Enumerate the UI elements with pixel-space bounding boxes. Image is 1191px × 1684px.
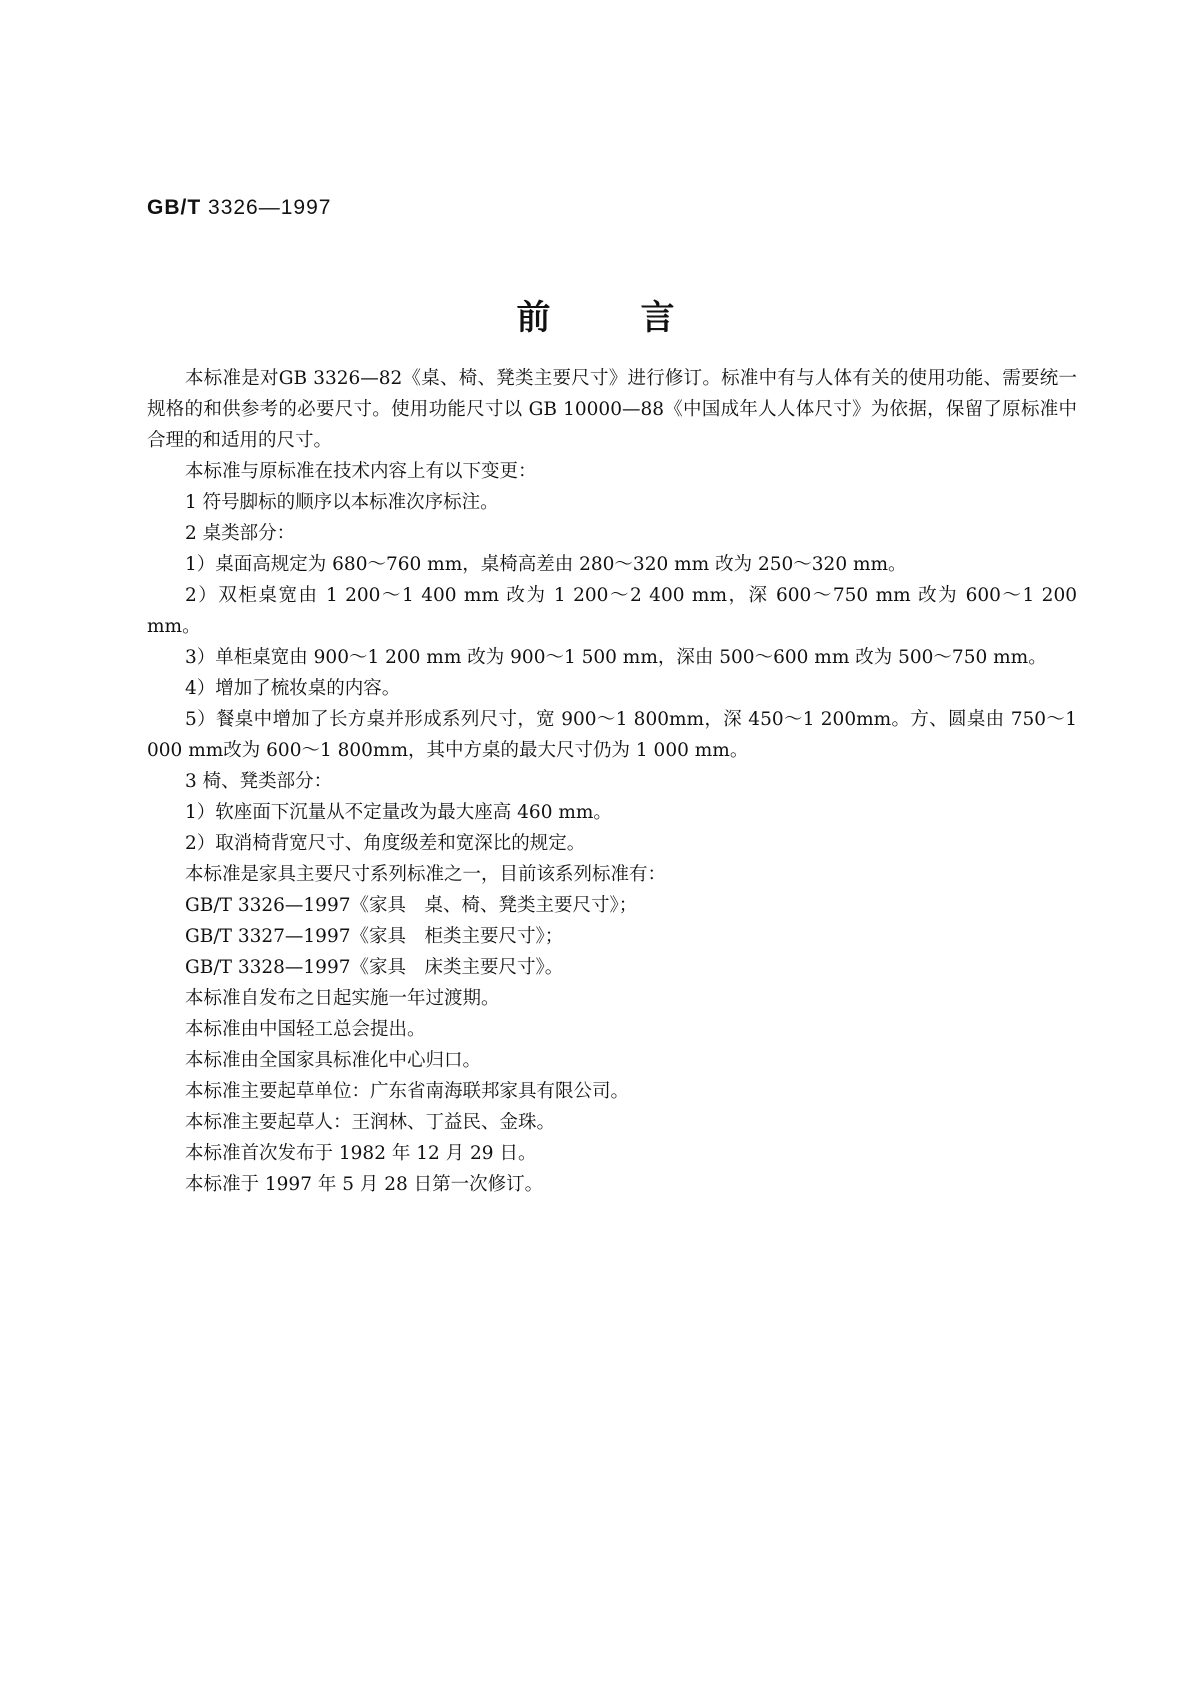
paragraph: 本标准由全国家具标准化中心归口。: [185, 1050, 482, 1071]
page-title: 前言: [516, 298, 765, 338]
foreword-body: [147, 363, 1077, 1200]
paragraph: 本标准首次发布于 1982 年 12 月 29 日。: [185, 1143, 537, 1164]
standard-code: [147, 196, 331, 220]
paragraph: 本标准于 1997 年 5 月 28 日第一次修订。: [185, 1174, 544, 1195]
paragraph: 本标准自发布之日起实施一年过渡期。: [185, 988, 500, 1009]
paragraph: 本标准由中国轻工总会提出。: [185, 1019, 426, 1040]
paragraph: 本标准与原标准在技术内容上有以下变更：: [185, 461, 537, 482]
standard-code-number: 3326—1997: [208, 196, 332, 219]
paragraph: 3）单柜桌宽由 900～1 200 mm 改为 900～1 500 mm，深由 500～600 mm 改为 500～750 mm。: [185, 647, 1047, 668]
paragraph: 2 桌类部分：: [185, 523, 296, 544]
paragraph: GB/T 3327—1997《家具 柜类主要尺寸》；: [185, 926, 564, 947]
paragraph: GB/T 3326—1997《家具 桌、椅、凳类主要尺寸》；: [185, 895, 638, 916]
paragraph: 5）餐桌中增加了长方桌并形成系列尺寸，宽 900～1 800mm，深 450～1 200mm。方、圆桌由 750～1 000 mm改为 600～1 800mm，其中方桌的最大尺寸仍为 1 000 mm。: [147, 709, 1077, 761]
paragraph: 4）增加了梳妆桌的内容。: [185, 678, 401, 699]
paragraph: GB/T 3328—1997《家具 床类主要尺寸》。: [185, 957, 564, 978]
paragraph: 本标准是对GB 3326—82《桌、椅、凳类主要尺寸》进行修订。标准中有与人体有关的使用功能、需要统一规格的和供参考的必要尺寸。使用功能尺寸以 GB 10000—88《中国成年人人体尺寸》为依据，保留了原标准中合理的和适用的尺寸。: [147, 368, 1077, 451]
paragraph: 2）取消椅背宽尺寸、角度级差和宽深比的规定。: [185, 833, 586, 854]
paragraph: 2）双柜桌宽由 1 200～1 400 mm 改为 1 200～2 400 mm，深 600～750 mm 改为 600～1 200 mm。: [147, 585, 1077, 637]
standard-code-prefix: GB/T: [147, 196, 202, 219]
paragraph: 本标准是家具主要尺寸系列标准之一，目前该系列标准有：: [185, 864, 667, 885]
paragraph: 3 椅、凳类部分：: [185, 771, 333, 792]
paragraph: 1）桌面高规定为 680～760 mm，桌椅高差由 280～320 mm 改为 250～320 mm。: [185, 554, 907, 575]
paragraph: 本标准主要起草单位：广东省南海联邦家具有限公司。: [185, 1081, 630, 1102]
paragraph: 1 符号脚标的顺序以本标准次序标注。: [185, 492, 499, 513]
paragraph: 1）软座面下沉量从不定量改为最大座高 460 mm。: [185, 802, 612, 823]
paragraph: 本标准主要起草人：王润林、丁益民、金珠。: [185, 1112, 556, 1133]
